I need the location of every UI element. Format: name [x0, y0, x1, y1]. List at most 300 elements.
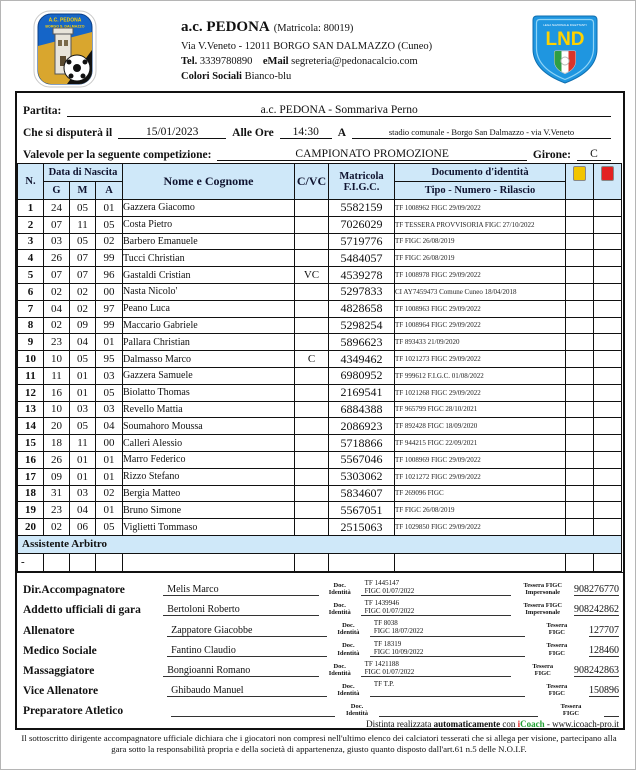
matricola-figc: 5303062 — [329, 468, 395, 485]
documento-identita: TF 893433 21/09/2020 — [395, 334, 566, 351]
matricola-figc: 2515063 — [329, 519, 395, 536]
red-card-cell — [594, 519, 622, 536]
staff-role: Preparatore Atletico — [23, 705, 124, 718]
birth-month: 11 — [70, 435, 96, 452]
assistente-empty-row — [18, 553, 622, 571]
yellow-card-cell — [566, 334, 594, 351]
player-name: Gazzera Samuele — [123, 367, 295, 384]
at-label: A — [337, 127, 347, 139]
documento-identita: TF 1021268 FIGC 29/09/2022 — [395, 384, 566, 401]
birth-year: 97 — [96, 300, 123, 317]
colori-label: Colori Sociali — [181, 71, 242, 83]
birth-month: 01 — [70, 451, 96, 468]
player-name: Pallara Christian — [123, 334, 295, 351]
documento-identita: TF 892428 FIGC 18/09/2020 — [395, 418, 566, 435]
matricola-figc: 7026029 — [329, 216, 395, 233]
player-number: 16 — [18, 451, 44, 468]
documento-identita: TF 1008962 FIGC 29/09/2022 — [395, 200, 566, 217]
yellow-card-cell — [566, 401, 594, 418]
player-name: Biolatto Thomas — [123, 384, 295, 401]
player-number: 2 — [18, 216, 44, 233]
col-name: Nome e Cognome — [123, 164, 295, 200]
birth-month: 11 — [70, 216, 96, 233]
documento-identita: TF FIGC 26/08/2019 — [395, 250, 566, 267]
birth-year: 05 — [96, 216, 123, 233]
yellow-card-cell — [566, 384, 594, 401]
competition-label: Valevole per la seguente competizione: — [23, 149, 212, 161]
staff-row — [17, 596, 623, 616]
red-card-cell — [594, 384, 622, 401]
documento-identita: TF FIGC 26/08/2019 — [395, 233, 566, 250]
staff-doc-value: TF 18319 FIGC 10/09/2022 — [370, 640, 525, 657]
birth-day: 18 — [44, 435, 70, 452]
staff-doc-label: Doc. Identità — [337, 622, 360, 637]
birth-day: 26 — [44, 451, 70, 468]
birth-day: 09 — [44, 468, 70, 485]
player-name: Viglietti Tommaso — [123, 519, 295, 536]
yellow-card-cell — [566, 267, 594, 284]
birth-day: 10 — [44, 351, 70, 368]
partita-value: a.c. PEDONA - Sommariva Perno — [67, 104, 611, 117]
player-number: 11 — [18, 367, 44, 384]
red-card-cell — [594, 250, 622, 267]
staff-row — [17, 576, 623, 596]
player-number: 18 — [18, 485, 44, 502]
footer-prefix: Distinta realizzata — [366, 719, 434, 730]
birth-day: 02 — [44, 283, 70, 300]
staff-doc-value — [379, 700, 538, 717]
yellow-card-cell — [566, 485, 594, 502]
birth-day: 02 — [44, 317, 70, 334]
red-card-cell — [594, 351, 622, 368]
footer-suffix: - www.icoach-pro.it — [544, 719, 619, 730]
player-row — [18, 401, 622, 418]
staff-tessera-label: Tessera FIGC — [546, 682, 568, 697]
yellow-card-cell — [566, 418, 594, 435]
club-matricola: (Matricola: 80019) — [273, 23, 354, 34]
birth-year: 02 — [96, 233, 123, 250]
matricola-figc: 6980952 — [329, 367, 395, 384]
captain-flag — [295, 451, 329, 468]
staff-doc-label: Doc. Identità — [337, 642, 360, 657]
col-n: N. — [18, 164, 44, 200]
staff-doc-label: Doc. Identità — [345, 702, 369, 718]
col-a: A — [96, 182, 123, 200]
captain-flag — [295, 384, 329, 401]
birth-day: 07 — [44, 267, 70, 284]
player-row — [18, 250, 622, 267]
birth-month: 01 — [70, 468, 96, 485]
documento-identita: TF 944215 FIGC 22/09/2021 — [395, 435, 566, 452]
red-card-cell — [594, 451, 622, 468]
birth-month: 01 — [70, 384, 96, 401]
player-row — [18, 233, 622, 250]
birth-year: 01 — [96, 468, 123, 485]
player-row — [18, 384, 622, 401]
yellow-card-cell — [566, 300, 594, 317]
captain-flag — [295, 468, 329, 485]
red-card-cell — [594, 300, 622, 317]
staff-name: Zappatore Giacobbe — [167, 625, 327, 637]
col-matricola: Matricola F.I.G.C. — [329, 164, 395, 200]
time-label: Alle Ore — [232, 127, 274, 139]
yellow-card-cell — [566, 250, 594, 267]
birth-month: 01 — [70, 367, 96, 384]
birth-month: 05 — [70, 233, 96, 250]
player-number: 15 — [18, 435, 44, 452]
birth-day: 23 — [44, 334, 70, 351]
documento-identita: TF 1029850 FIGC 29/09/2022 — [395, 519, 566, 536]
club-info — [181, 15, 511, 84]
staff-tessera-label: Tessera FIGC — [532, 662, 554, 677]
birth-day: 03 — [44, 233, 70, 250]
yellow-card-cell — [566, 451, 594, 468]
birth-month: 05 — [70, 418, 96, 435]
date-value: 15/01/2023 — [118, 126, 226, 139]
player-row — [18, 519, 622, 536]
yellow-card-cell — [566, 367, 594, 384]
player-number: 12 — [18, 384, 44, 401]
documento-identita: TF 1008969 FIGC 29/09/2022 — [395, 451, 566, 468]
player-name: Costa Pietro — [123, 216, 295, 233]
birth-year: 99 — [96, 317, 123, 334]
red-card-cell — [594, 367, 622, 384]
staff-tessera-label: Tessera FIGC — [546, 642, 568, 657]
player-name: Nasta Nicolo' — [123, 283, 295, 300]
roster-header — [18, 164, 622, 200]
red-card-cell — [594, 502, 622, 519]
partita-label: Partita: — [23, 105, 62, 117]
birth-year: 96 — [96, 267, 123, 284]
player-row — [18, 451, 622, 468]
birth-year: 95 — [96, 351, 123, 368]
staff-tessera-value: 908242862 — [574, 604, 619, 616]
matricola-figc: 2169541 — [329, 384, 395, 401]
birth-day: 02 — [44, 519, 70, 536]
footer-bold: automaticamente — [433, 719, 501, 730]
documento-identita: CI AY7459473 Comune Cuneo 18/04/2018 — [395, 283, 566, 300]
lnd-logo-icon — [523, 13, 607, 92]
matricola-figc: 2086923 — [329, 418, 395, 435]
red-card-cell — [594, 216, 622, 233]
birth-day: 16 — [44, 384, 70, 401]
staff-tessera-label: Tessera FIGC — [546, 622, 568, 637]
player-number: 6 — [18, 283, 44, 300]
player-number: 13 — [18, 401, 44, 418]
player-row — [18, 418, 622, 435]
player-name: Gazzera Giacomo — [123, 200, 295, 217]
captain-flag — [295, 250, 329, 267]
col-dob: Data di Nascita — [44, 164, 123, 182]
match-info — [17, 93, 623, 161]
matricola-figc: 5297833 — [329, 283, 395, 300]
staff-doc-label: Doc. Identità — [328, 581, 351, 596]
crest-text-2: BORGO S. DALMAZZO — [45, 24, 85, 29]
captain-flag: C — [295, 351, 329, 368]
col-cvc: C/VC — [295, 164, 329, 200]
staff-tessera-value: 128460 — [589, 644, 619, 656]
birth-month: 02 — [70, 283, 96, 300]
birth-month: 03 — [70, 401, 96, 418]
red-card-cell — [594, 468, 622, 485]
player-number: 9 — [18, 334, 44, 351]
staff-name: Fantino Claudio — [167, 645, 327, 657]
lnd-top-text: LEGA NAZIONALE DILETTANTI — [543, 23, 587, 27]
birth-day: 20 — [44, 418, 70, 435]
birth-month: 02 — [70, 300, 96, 317]
player-name: Rizzo Stefano — [123, 468, 295, 485]
captain-flag — [295, 300, 329, 317]
matricola-figc: 6884388 — [329, 401, 395, 418]
yellow-card-cell — [566, 317, 594, 334]
col-doc-sub: Tipo - Numero - Rilascio — [395, 182, 566, 200]
player-row — [18, 367, 622, 384]
staff-doc-value: TF 1439946 FIGC 01/07/2022 — [361, 599, 512, 616]
matricola-figc: 5896623 — [329, 334, 395, 351]
staff-doc-label: Doc. Identità — [328, 602, 351, 617]
captain-flag — [295, 317, 329, 334]
staff-role: Allenatore — [23, 624, 75, 637]
matricola-figc: 4349462 — [329, 351, 395, 368]
club-address: Via V.Veneto - 12011 BORGO SAN DALMAZZO (Cuneo) — [181, 40, 433, 52]
birth-day: 31 — [44, 485, 70, 502]
red-card-cell — [594, 317, 622, 334]
document-header — [1, 1, 636, 89]
staff-role: Medico Sociale — [23, 644, 97, 657]
footer-mid: con — [500, 719, 518, 730]
staff-role: Massaggiatore — [23, 664, 95, 677]
club-name: a.c. PEDONA — [181, 19, 270, 35]
club-crest-icon — [33, 10, 97, 93]
captain-flag — [295, 418, 329, 435]
red-card-cell — [594, 267, 622, 284]
staff-tessera-value: 127707 — [589, 624, 619, 636]
player-row — [18, 435, 622, 452]
birth-year: 04 — [96, 418, 123, 435]
girone-value: C — [577, 148, 611, 161]
col-documento: Documento d'identità — [395, 164, 566, 182]
matricola-figc: 5718866 — [329, 435, 395, 452]
staff-row — [17, 616, 623, 636]
captain-flag — [295, 233, 329, 250]
yellow-card-cell — [566, 283, 594, 300]
player-name: Bergia Matteo — [123, 485, 295, 502]
col-yellow — [566, 164, 594, 200]
player-number: 5 — [18, 267, 44, 284]
player-row — [18, 334, 622, 351]
player-name: Barbero Emanuele — [123, 233, 295, 250]
player-row — [18, 317, 622, 334]
birth-year: 01 — [96, 334, 123, 351]
birth-year: 03 — [96, 401, 123, 418]
competition-value: CAMPIONATO PROMOZIONE — [217, 148, 526, 161]
birth-year: 01 — [96, 451, 123, 468]
documento-identita: TF 1021272 FIGC 29/09/2022 — [395, 468, 566, 485]
staff-tessera-label: Tessera FIGC Impersonale — [523, 602, 563, 617]
col-g: G — [44, 182, 70, 200]
yellow-card-cell — [566, 216, 594, 233]
lnd-text: LND — [545, 29, 585, 50]
roster-table — [17, 163, 622, 572]
email-value: segreteria@pedonacalcio.com — [291, 55, 418, 67]
birth-month: 05 — [70, 200, 96, 217]
matricola-figc: 5484057 — [329, 250, 395, 267]
documento-identita: TF 1008963 FIGC 29/09/2022 — [395, 300, 566, 317]
matricola-figc: 5567051 — [329, 502, 395, 519]
yellow-card-cell — [566, 468, 594, 485]
assistente-arbitro-label: Assistente Arbitro — [18, 535, 622, 553]
birth-day: 04 — [44, 300, 70, 317]
staff-doc-value: TF 1445147 FIGC 01/07/2022 — [361, 579, 512, 596]
birth-year: 03 — [96, 367, 123, 384]
player-name: Maccario Gabriele — [123, 317, 295, 334]
staff-row — [17, 697, 623, 717]
captain-flag — [295, 435, 329, 452]
matricola-figc: 4539278 — [329, 267, 395, 284]
player-name: Revello Mattia — [123, 401, 295, 418]
staff-row — [17, 637, 623, 657]
roster-body — [18, 200, 622, 536]
captain-flag — [295, 485, 329, 502]
col-red — [594, 164, 622, 200]
birth-month: 07 — [70, 250, 96, 267]
staff-section — [17, 572, 623, 717]
colori-value: Bianco-blu — [244, 71, 292, 83]
documento-identita: TF 999612 F.I.G.C. 01/08/2022 — [395, 367, 566, 384]
captain-flag — [295, 283, 329, 300]
red-card-cell — [594, 200, 622, 217]
player-name: Marro Federico — [123, 451, 295, 468]
player-number: 19 — [18, 502, 44, 519]
player-row — [18, 485, 622, 502]
disclaimer-text: Il sottoscritto dirigente accompagnatore ufficiale dichiara che i giocatori non compresi nell'ultimo elenco dei calciatori tesserati che si allega per visione, partecipano alla gara sotto la responsabilità propria e della società di appartenenza, giusto quanto disposto dall'art.61 n.5 delle N.O.I.F. — [21, 733, 617, 754]
yellow-card-cell — [566, 519, 594, 536]
staff-tessera-value: 908276770 — [574, 584, 619, 596]
birth-month: 09 — [70, 317, 96, 334]
tel-value: 3339780890 — [199, 55, 253, 67]
staff-role: Vice Allenatore — [23, 685, 99, 698]
yellow-card-cell — [566, 435, 594, 452]
documento-identita: TF 1008978 FIGC 29/09/2022 — [395, 267, 566, 284]
player-number: 3 — [18, 233, 44, 250]
matricola-figc: 5582159 — [329, 200, 395, 217]
staff-row — [17, 677, 623, 697]
player-number: 4 — [18, 250, 44, 267]
player-name: Bruno Simone — [123, 502, 295, 519]
birth-year: 05 — [96, 519, 123, 536]
player-row — [18, 200, 622, 217]
player-name: Tucci Christian — [123, 250, 295, 267]
player-number: 17 — [18, 468, 44, 485]
venue-value: stadio comunale - Borgo San Dalmazzo - via V.Veneto — [352, 127, 611, 139]
red-card-cell — [594, 233, 622, 250]
birth-year: 00 — [96, 283, 123, 300]
staff-tessera-value: 908242863 — [574, 664, 619, 676]
crest-text-1: A.C. PEDONA — [48, 17, 82, 24]
player-name: Gastaldi Cristian — [123, 267, 295, 284]
player-name: Calleri Alessio — [123, 435, 295, 452]
staff-tessera-value: 150896 — [589, 685, 619, 697]
player-row — [18, 216, 622, 233]
birth-day: 10 — [44, 401, 70, 418]
player-number: 10 — [18, 351, 44, 368]
matricola-figc: 5719776 — [329, 233, 395, 250]
matricola-figc: 5298254 — [329, 317, 395, 334]
yellow-card-cell — [566, 200, 594, 217]
documento-identita: TF FIGC 26/08/2019 — [395, 502, 566, 519]
player-number: 7 — [18, 300, 44, 317]
red-card-cell — [594, 401, 622, 418]
birth-day: 26 — [44, 250, 70, 267]
birth-year: 01 — [96, 502, 123, 519]
documento-identita: TF 269096 FIGC — [395, 485, 566, 502]
col-m: M — [70, 182, 96, 200]
red-card-icon — [601, 166, 614, 181]
staff-doc-label: Doc. Identità — [328, 662, 351, 677]
tel-label: Tel. — [181, 55, 198, 67]
yellow-card-icon — [573, 166, 586, 181]
date-label: Che si disputerà il — [23, 127, 113, 139]
staff-row — [17, 657, 623, 677]
captain-flag — [295, 401, 329, 418]
player-number: 14 — [18, 418, 44, 435]
captain-flag — [295, 216, 329, 233]
birth-month: 04 — [70, 334, 96, 351]
birth-day: 23 — [44, 502, 70, 519]
player-number: 20 — [18, 519, 44, 536]
staff-tessera-value — [604, 705, 619, 717]
player-row — [18, 300, 622, 317]
documento-identita: TF 1008964 FIGC 29/09/2022 — [395, 317, 566, 334]
birth-day: 07 — [44, 216, 70, 233]
red-card-cell — [594, 334, 622, 351]
captain-flag — [295, 367, 329, 384]
birth-month: 07 — [70, 267, 96, 284]
red-card-cell — [594, 485, 622, 502]
staff-name: Ghibaudo Manuel — [167, 685, 327, 697]
icoach-brand-i: i — [517, 719, 521, 730]
staff-doc-label: Doc. Identità — [337, 682, 360, 697]
player-row — [18, 468, 622, 485]
player-number: 8 — [18, 317, 44, 334]
matricola-figc: 5834607 — [329, 485, 395, 502]
email-label: eMail — [262, 55, 289, 67]
assistente-arbitro-row — [18, 535, 622, 553]
documento-identita: TF TESSERA PROVVISORIA FIGC 27/10/2022 — [395, 216, 566, 233]
main-form-box — [15, 91, 625, 730]
player-name: Dalmasso Marco — [123, 351, 295, 368]
time-value: 14:30 — [280, 126, 332, 139]
staff-role: Addetto ufficiali di gara — [23, 604, 141, 617]
birth-day: 11 — [44, 367, 70, 384]
captain-flag — [295, 502, 329, 519]
birth-year: 05 — [96, 384, 123, 401]
captain-flag: VC — [295, 267, 329, 284]
yellow-card-cell — [566, 233, 594, 250]
red-card-cell — [594, 435, 622, 452]
birth-month: 05 — [70, 351, 96, 368]
birth-year: 01 — [96, 200, 123, 217]
birth-month: 06 — [70, 519, 96, 536]
staff-name: Bongioanni Romano — [163, 665, 319, 677]
staff-tessera-label: Tessera FIGC — [560, 702, 582, 718]
birth-month: 03 — [70, 485, 96, 502]
player-name: Soumahoro Moussa — [123, 418, 295, 435]
staff-name — [171, 705, 335, 717]
birth-day: 24 — [44, 200, 70, 217]
player-row — [18, 283, 622, 300]
player-name: Peano Luca — [123, 300, 295, 317]
